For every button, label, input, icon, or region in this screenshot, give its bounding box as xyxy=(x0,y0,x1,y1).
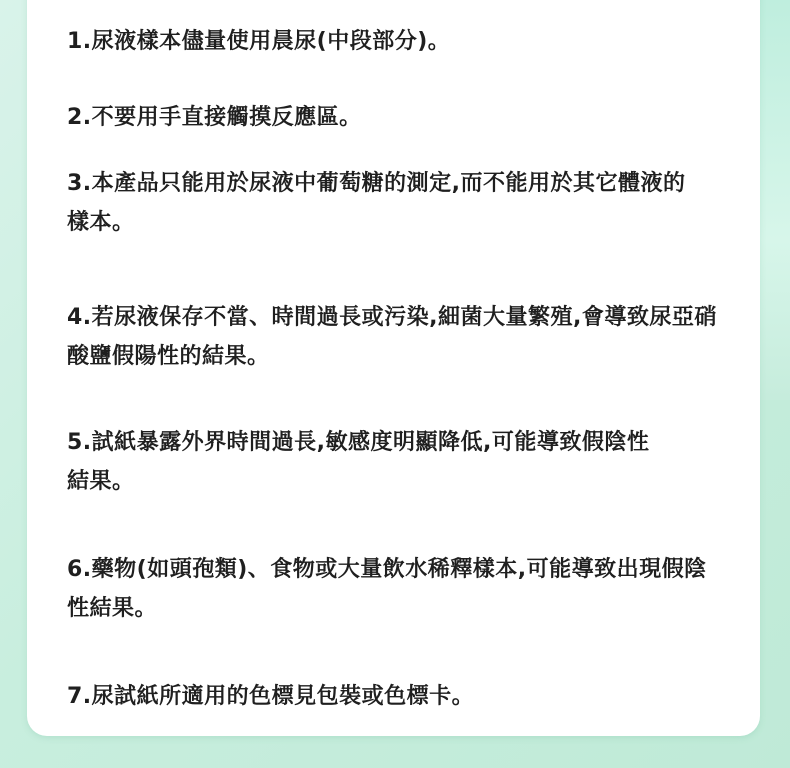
note-item-1: 1.尿液樣本儘量使用晨尿(中段部分)。 xyxy=(67,29,451,54)
note-item-7: 7.尿試紙所適用的色標見包裝或色標卡。 xyxy=(67,684,475,709)
note-item-4: 4.若尿液保存不當、時間過長或污染,細菌大量繁殖,會導致尿亞硝酸鹽假陽性的結果。 xyxy=(67,305,717,369)
note-item-3: 3.本產品只能用於尿液中葡萄糖的測定,而不能用於其它體液的樣本。 xyxy=(67,171,686,235)
note-item-5: 5.試紙暴露外界時間過長,敏感度明顯降低,可能導致假陰性結果。 xyxy=(67,430,650,494)
background-stripe xyxy=(760,0,790,400)
note-item-2: 2.不要用手直接觸摸反應區。 xyxy=(67,105,362,130)
note-item-6: 6.藥物(如頭孢類)、食物或大量飲水稀釋樣本,可能導致出現假陰性結果。 xyxy=(67,557,707,621)
notes-card xyxy=(27,0,760,736)
